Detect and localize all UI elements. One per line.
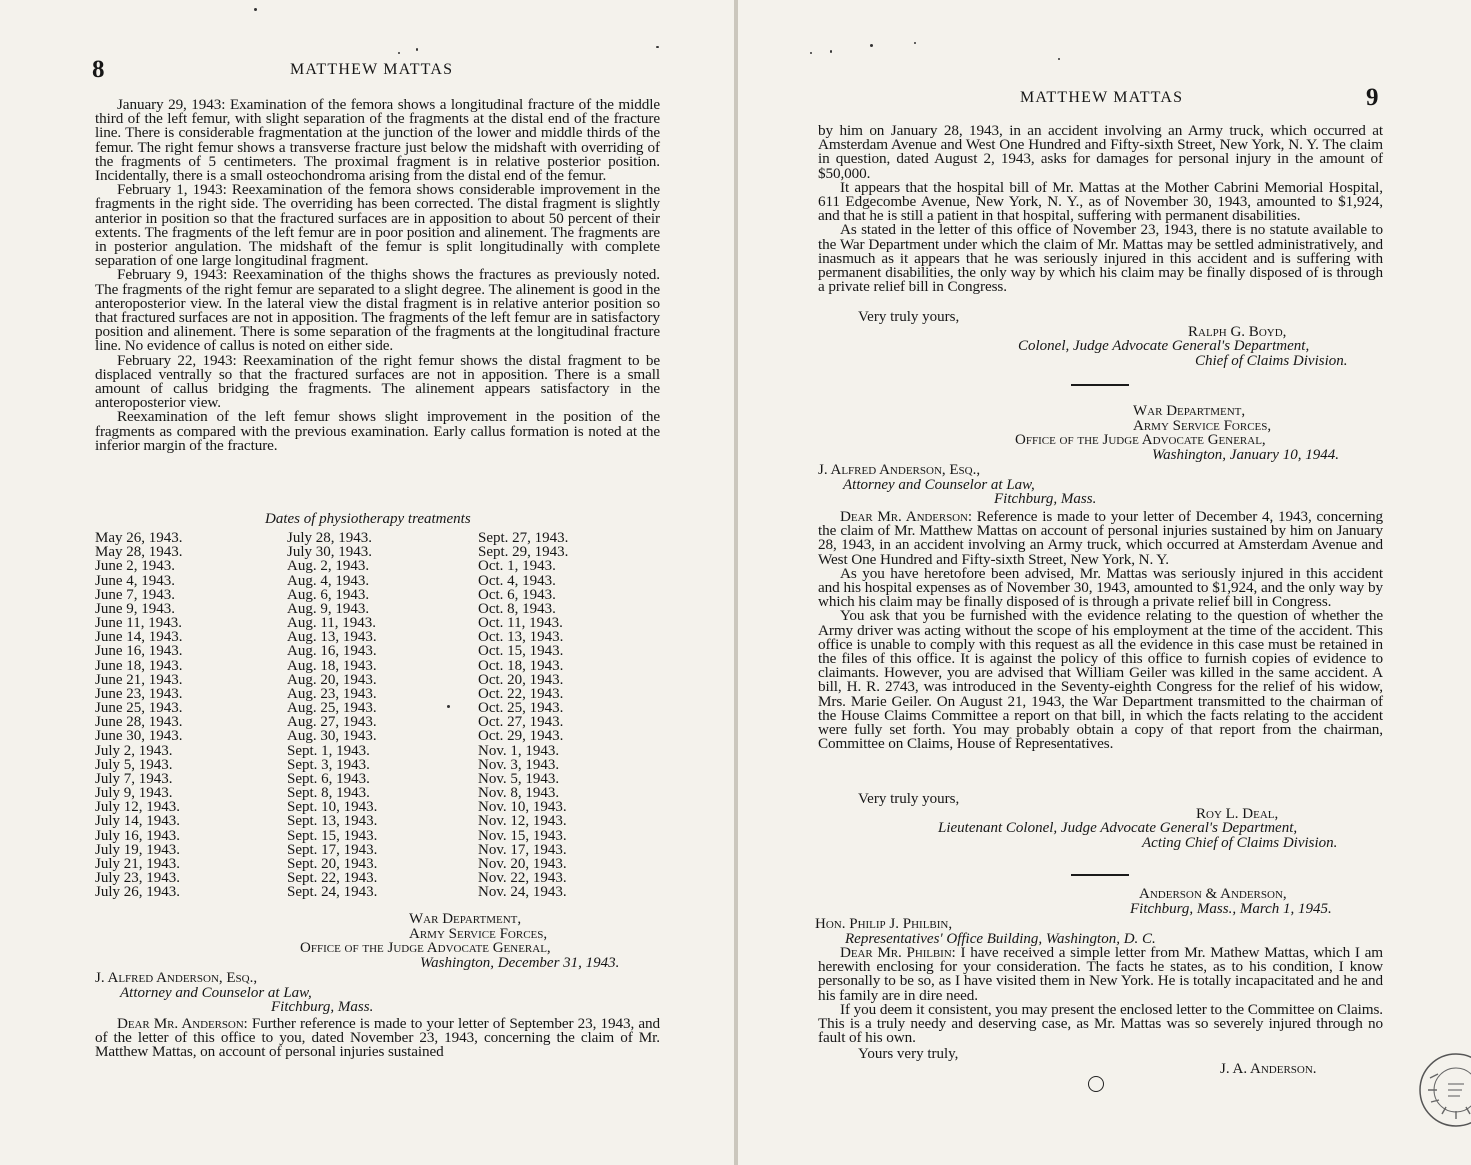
body-paragraph: If you deem it consistent, you may present the enclosed letter to the Committee on Claims. This is a truly needy and deserving case, as Mr. Mattas was so severely injured through no fault of his own. <box>818 1000 1383 1047</box>
physio-date: June 9, 1943. <box>95 600 175 617</box>
physio-date: July 9, 1943. <box>95 785 173 802</box>
physio-date: Nov. 17, 1943. <box>478 841 567 858</box>
body-paragraph: As you have heretofore been advised, Mr. Mattas was seriously injured in this accident and his hospital expenses as of November 30, 1943, amounted to $1,924, and the only way by which his claim may be finally disposed of is through a private relief bill in Congress. <box>818 564 1383 611</box>
report-paragraph: February 1, 1943: Reexamination of the femora shows considerable improvement in the fragments in the right side. The overriding has been corrected. The distal fragment is slightly anterior in position so that the fractured surfaces are in apposition to about 50 percent of their extents. The fragments of the left femur are in poor position and alinement. The fragments are in posterior angulation. The midshaft of the femur is split longitudinally with complete separation of one large longitudinal fragment. <box>95 181 660 270</box>
physio-date: Sept. 24, 1943. <box>287 884 378 901</box>
page-number: 8 <box>92 56 105 83</box>
physiotherapy-heading: Dates of physiotherapy treatments <box>265 511 471 527</box>
signature: J. A. Anderson. <box>1220 1060 1317 1077</box>
letter2-body <box>818 510 1383 751</box>
signer-title: Colonel, Judge Advocate General's Department, <box>1018 338 1310 354</box>
physio-date: July 14, 1943. <box>95 813 181 830</box>
physio-date: Oct. 8, 1943. <box>478 600 556 617</box>
letter2-salutation: Dear Mr. Anderson: <box>840 508 972 525</box>
physio-date: Sept. 6, 1943. <box>287 770 370 787</box>
report-paragraph: Reexamination of the left femur shows slight improvement in the position of the fragments as compared with the previous examination. Early callus formation is noted at the inferior margin of the fracture. <box>95 408 660 454</box>
physio-date: May 26, 1943. <box>95 530 183 546</box>
physio-date: Oct. 27, 1943. <box>478 714 564 731</box>
physio-date: Nov. 24, 1943. <box>478 884 567 901</box>
physio-date: Sept. 8, 1943. <box>287 785 370 802</box>
physio-date: Aug. 6, 1943. <box>287 586 370 603</box>
physio-dates-column-1 <box>95 531 183 899</box>
physio-date: Oct. 11, 1943. <box>478 615 563 632</box>
physio-date: Sept. 15, 1943. <box>287 827 378 844</box>
complimentary-close: Very truly yours, <box>858 309 960 325</box>
body-paragraph: It appears that the hospital bill of Mr. Mattas at the Mother Cabrini Memorial Hospital, 611 Edgecombe Avenue, New York, N. Y., as of November 30, 1943, amounted to $1,924, and that he is still a patient in that hospital, suffering with permanent disabilities. <box>818 178 1383 225</box>
signer-title: Acting Chief of Claims Division. <box>1142 834 1338 851</box>
letter3-closing <box>818 1047 1418 1076</box>
page-number: 9 <box>1366 84 1379 111</box>
letter3-heading <box>1130 887 1332 916</box>
letter1-text: Further reference is made to your letter of September 23, 1943, and of the letter of this office to you, dated November 23, 1943, concerning the claim of Mr. Matthew Mattas, on account of personal injuries sustained <box>95 1015 660 1061</box>
physio-date: Sept. 17, 1943. <box>287 841 378 858</box>
physio-dates-column-2 <box>287 531 377 899</box>
physio-date: July 28, 1943. <box>287 530 373 546</box>
letter-continuation-body <box>818 124 1383 294</box>
physio-date: Sept. 1, 1943. <box>287 742 370 759</box>
physio-date: Aug. 30, 1943. <box>287 728 377 745</box>
letter3-org: Anderson & Anderson, <box>1139 886 1287 902</box>
signer-title: Lieutenant Colonel, Judge Advocate General's Department, <box>938 820 1298 836</box>
body-paragraph: You ask that you be furnished with the evidence relating to the question of whether the Army driver was acting without the scope of his employment at the time of the accident. This office is unable to comply with this request as all the evidence in this case must be retained in the files of this office. It is against the policy of this office to furnish copies of evidence to claimants. However, you are advised that William Geiler was killed in the same accident. A bill, H. R. 2743, was introduced in the Seventy-eighth Congress for the relief of his widow, Mrs. Marie Geiler. On August 21, 1943, the War Department transmitted to the chairman of the House Claims Committee a report on that bill, in which the facts relating to the accident were fully set forth. You may probably obtain a copy of that report from the chairman, Committee on Claims, House of Representatives. <box>818 607 1383 753</box>
physio-date: June 30, 1943. <box>95 728 183 745</box>
physio-date: Nov. 1, 1943. <box>478 742 560 759</box>
physio-date: Aug. 18, 1943. <box>287 657 377 674</box>
physio-date: July 26, 1943. <box>95 884 181 901</box>
letter2-text: Reference is made to your letter of December 4, 1943, concerning the claim of Mr. Matthew Mattas on account of personal injuries sustained by him on January 28, 1943, in an accident involving an Army truck, which occurred at Amsterdam Avenue and West One Hundred and Fifty-sixth Street, New York, N. Y. <box>818 508 1384 568</box>
signature: Roy L. Deal, <box>1196 805 1279 822</box>
physio-date: July 16, 1943. <box>95 827 181 844</box>
letter3-date: Fitchburg, Mass., March 1, 1945. <box>1130 900 1332 917</box>
letter2-heading <box>1015 404 1395 462</box>
physio-date: June 25, 1943. <box>95 700 183 717</box>
physio-date: Aug. 25, 1943. <box>287 700 377 717</box>
letter1-addressee: J. Alfred Anderson, Esq., <box>95 970 258 986</box>
letter1-org-line1: War Department, <box>409 911 522 927</box>
physio-date: Sept. 13, 1943. <box>287 813 378 830</box>
physio-date: Oct. 29, 1943. <box>478 728 564 745</box>
physio-date: Aug. 13, 1943. <box>287 629 377 646</box>
report-paragraph: February 22, 1943: Reexamination of the right femur shows the distal fragment to be displaced ventrally so that the fractured surfaces are not in apposition. There is a small amount of callus bridging the fragments. The alinement appears satisfactory in the anteroposterior view. <box>95 351 660 412</box>
physio-date: Nov. 20, 1943. <box>478 855 567 872</box>
letter3-addressee: Hon. Philip J. Philbin, <box>815 916 953 932</box>
physio-date: June 7, 1943. <box>95 586 175 603</box>
circle-mark <box>1088 1076 1104 1092</box>
physio-date: July 12, 1943. <box>95 799 181 816</box>
physio-date: Oct. 22, 1943. <box>478 685 564 702</box>
signature: Ralph G. Boyd, <box>1188 323 1287 340</box>
letter2-addressee: J. Alfred Anderson, Esq., <box>818 462 981 478</box>
letter2-address <box>818 463 1096 507</box>
physio-date: June 16, 1943. <box>95 643 183 660</box>
physio-date: July 2, 1943. <box>95 742 173 759</box>
medical-report-body <box>95 98 660 453</box>
physio-date: June 4, 1943. <box>95 572 175 589</box>
report-paragraph: February 9, 1943: Reexamination of the thighs shows the fractures as previously noted. The fragments of the right femur are separated to a slight degree. The alinement is good in the anteroposterior view. In the lateral view the distal fragment is in relative anterior position so that fractured surfaces are not in apposition. The fragments of the left femur are in satisfactory position and alinement. There is some separation of the fragments at the longitudinal fracture line. No evidence of callus is noted on either side. <box>95 266 660 355</box>
physio-date: July 5, 1943. <box>95 756 173 773</box>
physio-date: July 19, 1943. <box>95 841 181 858</box>
library-stamp-icon <box>1416 1050 1471 1130</box>
right-page <box>738 0 1471 1165</box>
physio-date: July 23, 1943. <box>95 870 181 887</box>
physio-date: Nov. 3, 1943. <box>478 756 560 773</box>
physio-date: Sept. 20, 1943. <box>287 855 378 872</box>
physio-date: Aug. 16, 1943. <box>287 643 377 660</box>
letter1-date: Washington, December 31, 1943. <box>420 954 620 971</box>
physio-date: Aug. 2, 1943. <box>287 558 370 575</box>
physio-date: Sept. 22, 1943. <box>287 870 378 887</box>
complimentary-close: Very truly yours, <box>858 791 960 807</box>
physio-date: Sept. 27, 1943. <box>478 530 569 546</box>
physio-date: Aug. 20, 1943. <box>287 671 377 688</box>
physio-date: Oct. 20, 1943. <box>478 671 564 688</box>
signer-title: Chief of Claims Division. <box>1195 352 1348 369</box>
physio-date: June 18, 1943. <box>95 657 183 674</box>
letter1-heading <box>300 912 640 970</box>
body-paragraph: As stated in the letter of this office of November 23, 1943, there is no statute available to the War Department under which the claim of Mr. Mattas may be settled administratively, and inasmuch as it appears that he was seriously injured in this accident and is suffering with permanent disabilities, the only way by which his claim may be finally disposed of is through a private relief bill in Congress. <box>818 221 1383 296</box>
physio-dates-column-3 <box>478 531 568 899</box>
letter2-addressee-title: Attorney and Counselor at Law, <box>843 476 1035 493</box>
physio-date: June 21, 1943. <box>95 671 183 688</box>
physio-date: June 14, 1943. <box>95 629 183 646</box>
letter3-body <box>818 946 1383 1045</box>
letter2-org-line3: Office of the Judge Advocate General, <box>1015 432 1266 448</box>
physio-date: Nov. 22, 1943. <box>478 870 567 887</box>
physio-date: June 28, 1943. <box>95 714 183 731</box>
physio-date: Nov. 10, 1943. <box>478 799 567 816</box>
letter2-org-line1: War Department, <box>1133 403 1246 419</box>
physio-date: Aug. 9, 1943. <box>287 600 370 617</box>
separator-rule <box>1071 384 1129 386</box>
letter3-address <box>815 917 1156 946</box>
letter3-addressee-office: Representatives' Office Building, Washington, D. C. <box>845 930 1156 947</box>
physio-date: Nov. 12, 1943. <box>478 813 567 830</box>
physio-date: Oct. 6, 1943. <box>478 586 556 603</box>
letter3-text: I have received a simple letter from Mr. Mathew Mattas, which I am herewith enclosing for your consideration. The facts he states, as to his condition, I know personally to be so, as I have visited them in New York. He is totally incapacitated and he and his family are in dire need. <box>818 944 1383 1004</box>
physio-date: Oct. 1, 1943. <box>478 558 556 575</box>
physio-date: June 2, 1943. <box>95 558 175 575</box>
physio-date: Nov. 15, 1943. <box>478 827 567 844</box>
physio-date: July 30, 1943. <box>287 544 373 561</box>
separator-rule <box>1071 874 1129 876</box>
physio-date: Oct. 18, 1943. <box>478 657 564 674</box>
physio-date: Aug. 4, 1943. <box>287 572 370 589</box>
physio-date: June 23, 1943. <box>95 685 183 702</box>
letter2-date: Washington, January 10, 1944. <box>1152 446 1339 463</box>
physio-date: July 7, 1943. <box>95 770 173 787</box>
physio-date: June 11, 1943. <box>95 615 182 632</box>
letter1-addressee-city: Fitchburg, Mass. <box>271 999 374 1015</box>
continuation-paragraph: by him on January 28, 1943, in an accident involving an Army truck, which occurred at Amsterdam Avenue and West One Hundred and Fifty-sixth Street, New York, N. Y. The claim in question, dated August 2, 1943, asks for damages for personal injury in the amount of $50,000. <box>818 122 1383 182</box>
physio-date: Nov. 5, 1943. <box>478 770 560 787</box>
physio-date: Aug. 11, 1943. <box>287 615 377 632</box>
physio-date: Nov. 8, 1943. <box>478 785 560 802</box>
letter1-org-line3: Office of the Judge Advocate General, <box>300 940 551 956</box>
complimentary-close: Yours very truly, <box>858 1046 959 1062</box>
physio-date: Oct. 13, 1943. <box>478 629 564 646</box>
letter1-org-line2: Army Service Forces, <box>409 925 548 942</box>
running-head: MATTHEW MATTAS <box>290 61 454 78</box>
physio-date: Oct. 15, 1943. <box>478 643 564 660</box>
physio-date: Oct. 4, 1943. <box>478 572 556 589</box>
letter2-closing <box>818 792 1418 850</box>
letter1-salutation: Dear Mr. Anderson: <box>117 1015 248 1032</box>
physio-date: Aug. 23, 1943. <box>287 685 377 702</box>
physio-date: Oct. 25, 1943. <box>478 700 564 717</box>
report-paragraph: January 29, 1943: Examination of the femora shows a longitudinal fracture of the middle third of the left femur, with slight separation of the fragments at the distal end of the fracture line. There is considerable fragmentation at the junction of the lower and middle thirds of the femur. The right femur shows a transverse fracture just below the midshaft with overriding of the fragments of 5 centimeters. The proximal fragment is in relative posterior position. Incidentally, there is a small osteochondroma arising from the distal end of the femur. <box>95 96 660 185</box>
letter1-closing <box>818 310 1418 368</box>
physio-date: May 28, 1943. <box>95 544 183 561</box>
physio-date: Aug. 27, 1943. <box>287 714 377 731</box>
physio-date: Sept. 10, 1943. <box>287 799 378 816</box>
running-head: MATTHEW MATTAS <box>1020 89 1184 106</box>
letter1-addressee-title: Attorney and Counselor at Law, <box>120 984 312 1001</box>
physio-date: July 21, 1943. <box>95 855 181 872</box>
physio-date: Sept. 29, 1943. <box>478 544 569 561</box>
letter1-address <box>95 971 373 1015</box>
letter3-salutation: Dear Mr. Philbin: <box>840 944 956 961</box>
letter2-addressee-city: Fitchburg, Mass. <box>994 491 1097 507</box>
physio-date: Sept. 3, 1943. <box>287 756 370 773</box>
letter2-org-line2: Army Service Forces, <box>1133 417 1272 434</box>
letter1-body <box>95 1017 660 1060</box>
